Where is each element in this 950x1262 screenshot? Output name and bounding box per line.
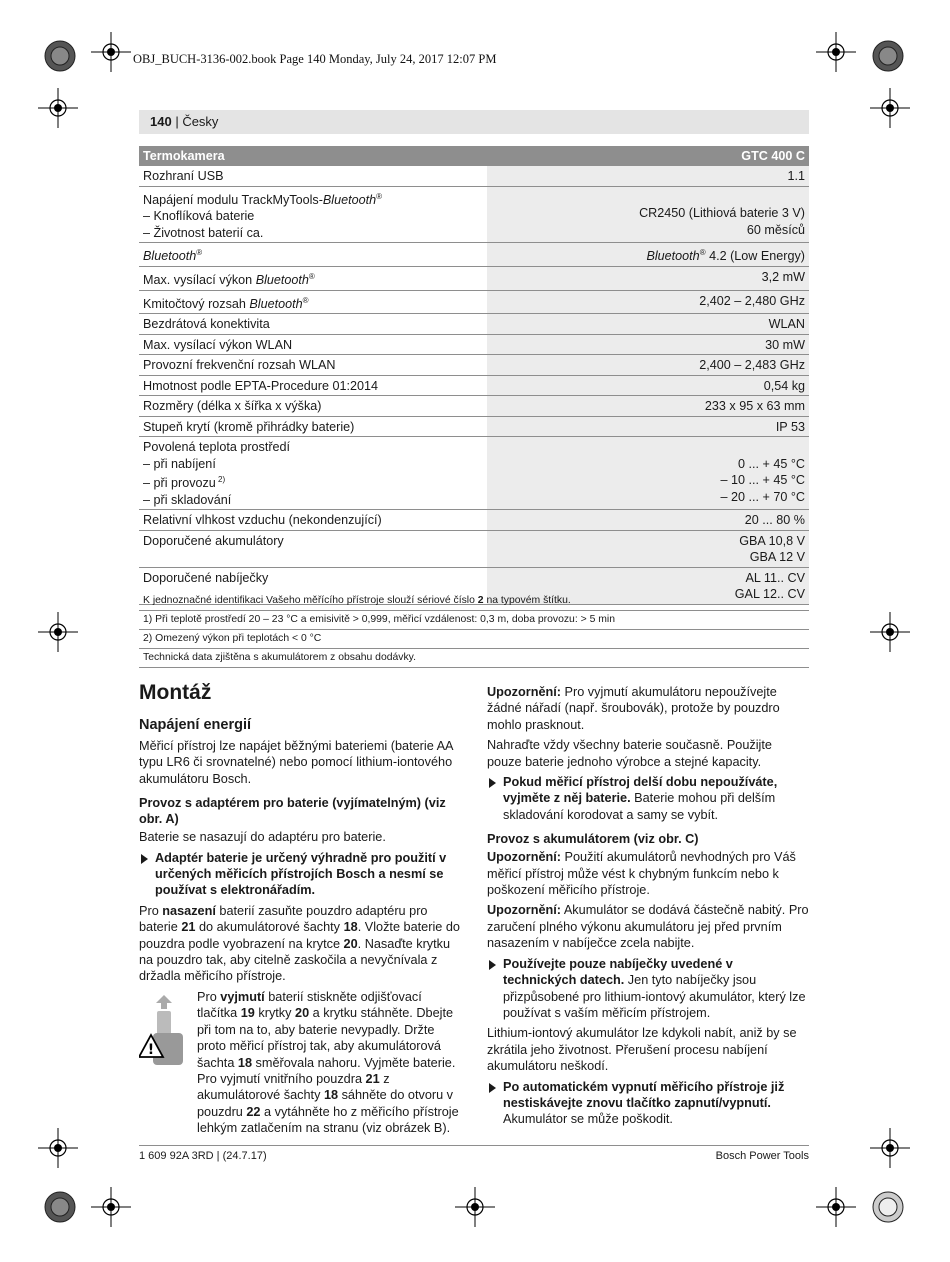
table-row [139, 375, 809, 396]
crosshair-registration-icon [38, 612, 78, 652]
footer-divider [139, 1145, 809, 1146]
footer-right: Bosch Power Tools [715, 1150, 809, 1162]
table-row [139, 396, 809, 417]
spec-label-italic: Bluetooth [322, 192, 377, 207]
spec-label-text: Napájení modulu TrackMyTools- [143, 192, 323, 207]
text: . Vložte baterie do pouzdra podle vyobrazení na krytce [139, 920, 460, 951]
note-serial [139, 592, 809, 611]
spec-value: 2,400 – 2,483 GHz [487, 355, 809, 376]
spec-label-text: – při skladování [143, 492, 232, 507]
bullet-text: Adaptér baterie je určený výhradně pro použití v určených měřicích přístrojích Bosch a nesmí se používat s elektronářadím. [155, 850, 447, 898]
ref-number: 22 [246, 1104, 261, 1119]
spec-label: Rozměry (délka x šířka x výška) [139, 396, 487, 417]
text: do akumulátorové šachty [195, 920, 344, 935]
note-label: Upozornění: [487, 685, 562, 699]
spec-value: 0,54 kg [487, 375, 809, 396]
ref-number: 20 [343, 936, 358, 951]
table-row [139, 334, 809, 355]
page-header [139, 110, 809, 134]
ref-number: 20 [295, 1006, 310, 1021]
spec-value-text: – 10 ... + 45 °C [720, 473, 805, 488]
spec-value: 20 ... 80 % [487, 510, 809, 531]
crosshair-registration-icon [870, 612, 910, 652]
spec-label-text: Kmitočtový rozsah [143, 296, 250, 311]
warning-bullet [487, 774, 809, 823]
paragraph [487, 684, 809, 733]
spec-head-left: Termokamera [139, 146, 487, 166]
spec-label-text: Povolená teplota prostředí [143, 440, 291, 455]
paragraph [487, 902, 809, 951]
spec-value-text: CR2450 (Lithiová baterie 3 V) [639, 206, 805, 220]
spec-value-text: GBA 10,8 V [739, 533, 805, 548]
table-row [139, 186, 809, 243]
spec-value [487, 530, 809, 567]
spec-label [139, 186, 487, 243]
text: Použití akumulátorů nevhodných pro Váš měřicí přístroj může vést k chybným funkcím nebo k poškození měřicího přístroje. [487, 850, 796, 898]
spec-label-text: Max. vysílací výkon [143, 273, 256, 288]
spec-value-text: – 20 ... + 70 °C [720, 489, 805, 504]
left-column [139, 680, 461, 1141]
crosshair-registration-icon [455, 1187, 495, 1227]
spec-label-italic: Bluetooth [143, 249, 197, 264]
text: a vytáhněte ho z měřicího přístroje lehkým zatlačením na stranu (viz obrázek B). [197, 1104, 459, 1136]
spec-label: Provozní frekvenční rozsah WLAN [139, 355, 487, 376]
color-wheel-icon [872, 40, 904, 72]
spec-value-text: 0 ... + 45 °C [738, 456, 805, 471]
text: z akumulátorové šachty [197, 1071, 390, 1103]
spec-value: 1.1 [487, 166, 809, 186]
spec-value [487, 186, 809, 243]
spec-label [139, 290, 487, 314]
spec-value-text: 60 měsíců [746, 222, 805, 237]
spec-value-italic: Bluetooth [646, 249, 700, 264]
paragraph-insert [139, 903, 461, 985]
paragraph: Nahraďte vždy všechny baterie současně. Použijte pouze baterie jednoho výrobce a stejné kapacity. [487, 738, 772, 769]
crosshair-registration-icon [816, 1187, 856, 1227]
color-wheel-icon [44, 1191, 76, 1223]
spec-label-text: – při nabíjení [143, 456, 216, 471]
text: Pro [139, 903, 163, 918]
ref-number: 18 [237, 1055, 253, 1070]
spec-value-text: GAL 12.. CV [734, 587, 805, 602]
spec-label [139, 266, 487, 290]
footer-left: 1 609 92A 3RD | (24.7.17) [139, 1150, 267, 1162]
spec-label: Doporučené akumulátory [139, 530, 487, 567]
ref-number: 21 [365, 1071, 380, 1086]
spec-label: Doporučené nabíječky [139, 567, 487, 604]
crosshair-registration-icon [91, 32, 131, 72]
paragraph: Lithium-iontový akumulátor lze kdykoli nabít, aniž by se zkrátila jeho životnost. Přerušení procesu nabíjení akumulátoru neškodí. [487, 1026, 797, 1074]
footnote-1: 1) Při teplotě prostředí 20 – 23 °C a emisivitě > 0,999, měřicí vzdálenost: 0,3 m, doba provozu: > 5 min [139, 611, 809, 630]
battery-removal-warning-icon [139, 993, 189, 1069]
spec-value-text: AL 11.. CV [745, 570, 805, 585]
registered-mark: ® [302, 295, 309, 305]
crosshair-registration-icon [816, 32, 856, 72]
spec-table [139, 146, 809, 605]
table-row [139, 266, 809, 290]
print-slug: OBJ_BUCH-3136-002.book Page 140 Monday, July 24, 2017 12:07 PM [133, 52, 497, 66]
bullet-text: Jen tyto nabíječky jsou přizpůsobené pro lithium-iontový akumulátor, který lze používat s vaším měřicím přístrojem. [503, 973, 806, 1020]
text-bold: nasazení [162, 903, 216, 918]
right-column [487, 684, 809, 1132]
footnote-2: 2) Omezený výkon při teplotách < 0 °C [139, 630, 809, 649]
spec-label [139, 437, 487, 510]
table-row [139, 166, 809, 186]
text: směřovala nahoru. Vyjměte baterie. Pro vyjmutí vnitřního pouzdra [197, 1055, 456, 1086]
bullet-bold: Po automatickém vypnutí měřicího přístroje již nestiskávejte znovu tlačítko zapnutí/vypnutí. [503, 1079, 785, 1110]
spec-label: Hmotnost podle EPTA-Procedure 01:2014 [139, 375, 487, 396]
registered-mark: ® [699, 248, 706, 258]
spec-value: 30 mW [487, 334, 809, 355]
spec-value-text: GBA 12 V [749, 550, 805, 565]
spec-label: Max. vysílací výkon WLAN [139, 334, 487, 355]
header-separator: | [171, 114, 183, 129]
text: baterií stiskněte odjišťovací tlačítka [197, 989, 422, 1021]
ref-number: 18 [323, 1088, 339, 1103]
spec-value [487, 243, 809, 267]
warning-bullet [487, 956, 809, 1022]
subsection-title: Napájení energií [139, 717, 252, 733]
note-label: Upozornění: [487, 903, 562, 918]
spec-value: 2,402 – 2,480 GHz [487, 290, 809, 314]
ref-number: 19 [240, 1006, 255, 1021]
ref-number: 21 [181, 920, 196, 935]
table-row [139, 355, 809, 376]
paragraph: Měřicí přístroj lze napájet běžnými bateriemi (baterie AA typu LR6 či srovnatelné) nebo pomocí lithium-iontového akumulátoru Bosch. [139, 739, 453, 786]
paragraph-remove [197, 989, 461, 1137]
table-row [139, 416, 809, 437]
registered-mark: ® [196, 248, 203, 258]
crosshair-registration-icon [870, 88, 910, 128]
bullet-bold: Pokud měřicí přístroj delší dobu nepoužíváte, vyjměte z něj baterie. [503, 775, 778, 806]
note-label: Upozornění: [487, 850, 562, 865]
spec-label-text: – Knoflíková baterie [143, 209, 255, 224]
text: . Nasaďte krytku na pouzdro tak, aby citelně zaskočila a nevyčnívala z držadla měřicího přístroje. [139, 936, 451, 984]
subheading: Provoz s adaptérem pro baterie (vyjímatelným) (viz obr. A) [139, 796, 446, 827]
text: a krytku stáhněte. Dbejte při tom na to, aby baterie nevypadly. Držte proto měřicí přístroj tak, aby akumulátorová šachta [197, 1006, 454, 1070]
color-wheel-icon [44, 40, 76, 72]
text: Akumulátor se dodává částečně nabitý. Pro zaručení plného výkonu akumulátoru jej před prvním nasazením v nabíječce zcela nabijte. [487, 903, 809, 951]
footnote-ref: 2) [215, 475, 226, 485]
registered-mark: ® [376, 191, 383, 201]
spec-label-italic: Bluetooth [249, 296, 303, 311]
table-row [139, 290, 809, 314]
paragraph: Baterie se nasazují do adaptéru pro baterie. [139, 830, 386, 845]
spec-notes [139, 592, 809, 668]
section-title: Montáž [139, 681, 212, 704]
spec-head-right: GTC 400 C [487, 146, 809, 166]
spec-label [139, 243, 487, 267]
text: Pro vyjmutí akumulátoru nepoužívejte žádné nářadí (např. šroubovák), protože by pouzdro mohlo prasknout. [487, 685, 780, 732]
crosshair-registration-icon [38, 1128, 78, 1168]
header-language: Česky [182, 114, 219, 129]
ref-number: 18 [343, 920, 358, 935]
paragraph [487, 849, 809, 898]
text: baterií zasuňte pouzdro adaptéru pro baterie [139, 903, 428, 935]
spec-label-text: – při provozu [143, 476, 216, 491]
table-row [139, 437, 809, 510]
spec-value-text: 4.2 (Low Energy) [705, 249, 805, 264]
spec-label-text: – Životnost baterií ca. [143, 225, 264, 240]
bullet-triangle-icon [489, 960, 496, 970]
crosshair-registration-icon [38, 88, 78, 128]
spec-label: Rozhraní USB [139, 166, 487, 186]
note-bold: 2 [477, 595, 484, 606]
spec-label-italic: Bluetooth [255, 273, 309, 288]
crosshair-registration-icon [91, 1187, 131, 1227]
spec-label: Bezdrátová konektivita [139, 314, 487, 335]
table-row [139, 510, 809, 531]
text-bold: vyjmutí [220, 989, 265, 1004]
warning-bullet [139, 850, 461, 899]
svg-text:!: ! [147, 1041, 155, 1058]
bullet-triangle-icon [141, 854, 148, 864]
bullet-text: Baterie mohou při delším skladování korodovat a samy se vybít. [503, 791, 776, 822]
spec-value: 233 x 95 x 63 mm [487, 396, 809, 417]
bullet-text: Akumulátor se může poškodit. [503, 1112, 673, 1127]
bullet-bold: Používejte pouze nabíječky uvedené v technických datech. [503, 956, 733, 988]
spec-value [487, 437, 809, 510]
table-row [139, 243, 809, 267]
figure-paragraph [139, 989, 461, 1137]
registered-mark: ® [308, 271, 315, 281]
text: sáhněte do otvoru v pouzdru [197, 1088, 454, 1119]
crosshair-registration-icon [870, 1128, 910, 1168]
bullet-triangle-icon [489, 1083, 496, 1093]
note-text: K jednoznačné identifikaci Vašeho měřícího přístroje slouží sériové číslo [143, 595, 478, 606]
subheading: Provoz s akumulátorem (viz obr. C) [487, 832, 699, 847]
note-tech-data: Technická data zjištěna s akumulátorem z obsahu dodávky. [139, 649, 809, 668]
bullet-triangle-icon [489, 778, 496, 788]
spec-value: WLAN [487, 314, 809, 335]
warning-bullet [487, 1079, 809, 1128]
text: krytky [254, 1006, 296, 1021]
spec-label: Relativní vlhkost vzduchu (nekondenzující) [139, 510, 487, 531]
text: Pro [197, 989, 221, 1004]
note-text: na typovém štítku. [483, 595, 571, 606]
spec-value: 3,2 mW [487, 266, 809, 290]
spec-value: IP 53 [487, 416, 809, 437]
page-number: 140 [150, 114, 172, 129]
spec-label: Stupeň krytí (kromě přihrádky baterie) [139, 416, 487, 437]
table-row [139, 530, 809, 567]
table-row [139, 314, 809, 335]
color-wheel-icon [872, 1191, 904, 1223]
